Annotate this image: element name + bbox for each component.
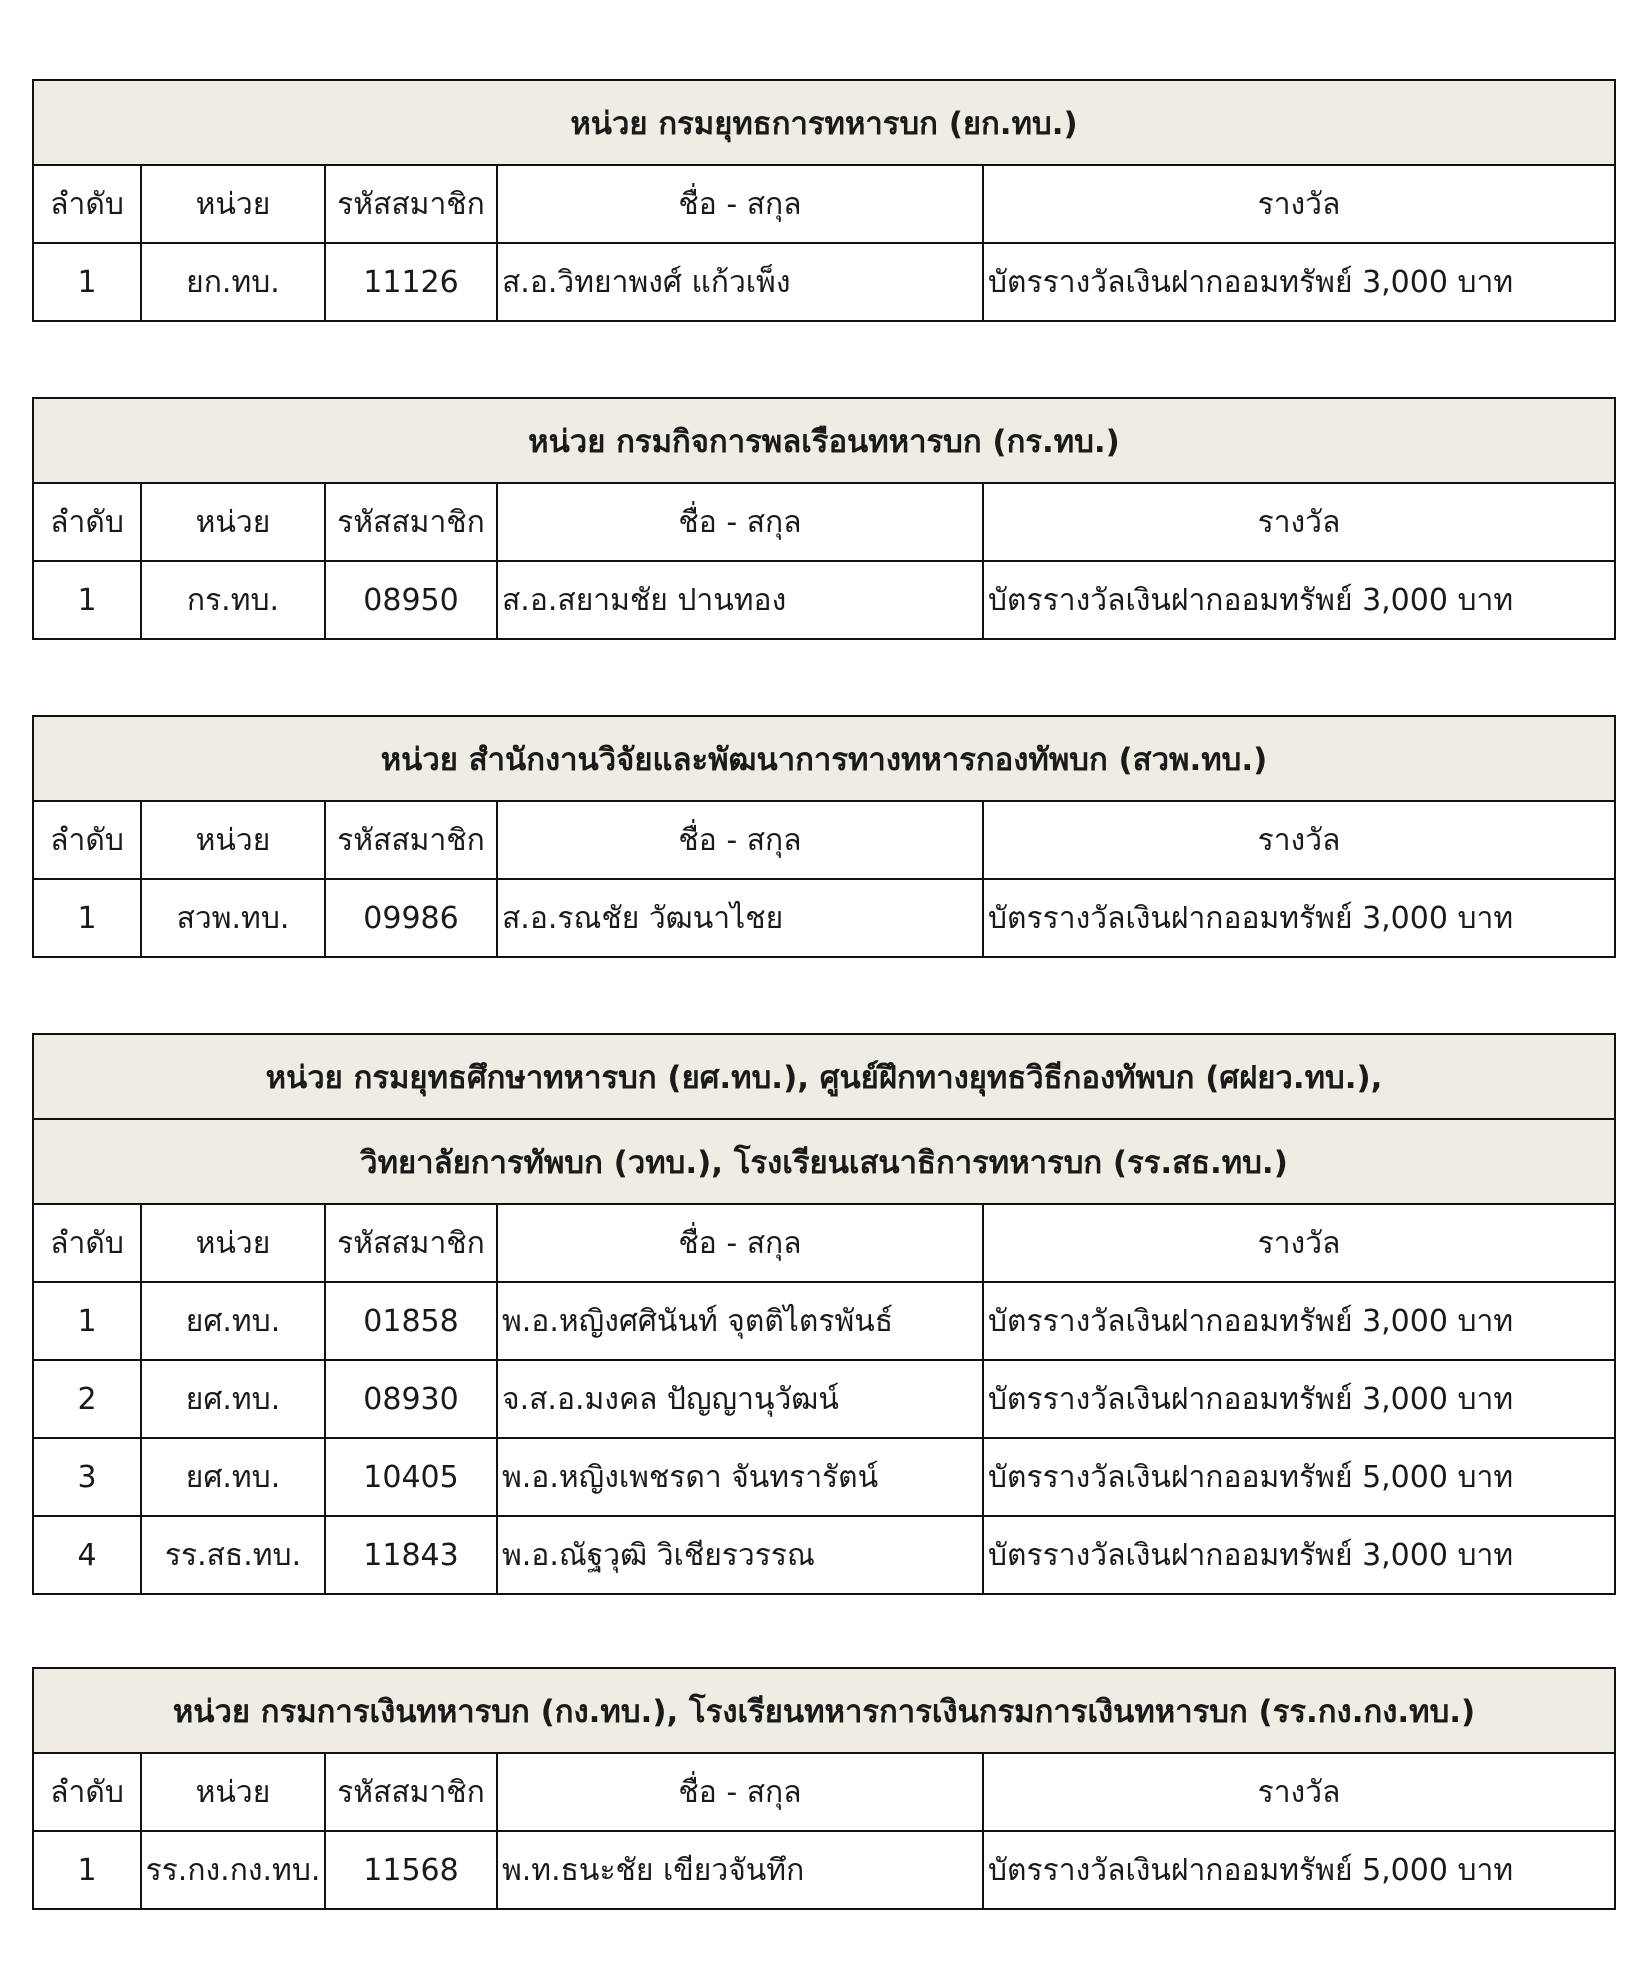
- cell-member-id: 08930: [325, 1360, 497, 1438]
- table-row: [33, 1438, 1615, 1516]
- header-name: ชื่อ - สกุล: [497, 1753, 983, 1831]
- header-member-id: รหัสสมาชิก: [325, 1753, 497, 1831]
- unit-table-swp: [32, 715, 1616, 958]
- section-title: หน่วย กรมยุทธศึกษาทหารบก (ยศ.ทบ.), ศูนย์ฝึกทางยุทธวิธีกองทัพบก (ศฝยว.ทบ.),: [33, 1034, 1615, 1119]
- header-unit: หน่วย: [141, 1204, 325, 1282]
- cell-prize: บัตรรางวัลเงินฝากออมทรัพย์ 5,000 บาท: [983, 1438, 1615, 1516]
- cell-name: พ.อ.หญิงศศินันท์ จุตติไตรพันธ์: [497, 1282, 983, 1360]
- header-member-id: รหัสสมาชิก: [325, 483, 497, 561]
- cell-unit: ยก.ทบ.: [141, 243, 325, 321]
- header-member-id: รหัสสมาชิก: [325, 1204, 497, 1282]
- header-name: ชื่อ - สกุล: [497, 801, 983, 879]
- section-title: หน่วย สำนักงานวิจัยและพัฒนาการทางทหารกองทัพบก (สวพ.ทบ.): [33, 716, 1615, 801]
- unit-table-ys: [32, 1033, 1616, 1595]
- cell-name: พ.อ.ณัฐวุฒิ วิเชียรวรรณ: [497, 1516, 983, 1594]
- cell-prize: บัตรรางวัลเงินฝากออมทรัพย์ 3,000 บาท: [983, 1282, 1615, 1360]
- header-order: ลำดับ: [33, 801, 141, 879]
- cell-order: 1: [33, 243, 141, 321]
- cell-name: ส.อ.วิทยาพงศ์ แก้วเพ็ง: [497, 243, 983, 321]
- table-row: [33, 1831, 1615, 1909]
- cell-name: พ.อ.หญิงเพชรดา จันทรารัตน์: [497, 1438, 983, 1516]
- table-row: [33, 879, 1615, 957]
- table-row: [33, 243, 1615, 321]
- header-unit: หน่วย: [141, 1753, 325, 1831]
- header-order: ลำดับ: [33, 483, 141, 561]
- header-member-id: รหัสสมาชิก: [325, 165, 497, 243]
- header-prize: รางวัล: [983, 801, 1615, 879]
- table-row: [33, 1516, 1615, 1594]
- section-title: หน่วย กรมการเงินทหารบก (กง.ทบ.), โรงเรียนทหารการเงินกรมการเงินทหารบก (รร.กง.กง.ทบ.): [33, 1668, 1615, 1753]
- cell-unit: ยศ.ทบ.: [141, 1360, 325, 1438]
- header-name: ชื่อ - สกุล: [497, 165, 983, 243]
- header-unit: หน่วย: [141, 801, 325, 879]
- header-member-id: รหัสสมาชิก: [325, 801, 497, 879]
- unit-table-kg: [32, 1667, 1616, 1910]
- cell-order: 4: [33, 1516, 141, 1594]
- table-row: [33, 1282, 1615, 1360]
- cell-prize: บัตรรางวัลเงินฝากออมทรัพย์ 3,000 บาท: [983, 561, 1615, 639]
- header-order: ลำดับ: [33, 1753, 141, 1831]
- cell-member-id: 01858: [325, 1282, 497, 1360]
- cell-member-id: 08950: [325, 561, 497, 639]
- unit-table-kr: [32, 397, 1616, 640]
- cell-member-id: 11568: [325, 1831, 497, 1909]
- table-row: [33, 561, 1615, 639]
- cell-name: ส.อ.รณชัย วัฒนาไชย: [497, 879, 983, 957]
- cell-prize: บัตรรางวัลเงินฝากออมทรัพย์ 3,000 บาท: [983, 879, 1615, 957]
- table-row: [33, 1360, 1615, 1438]
- header-unit: หน่วย: [141, 483, 325, 561]
- cell-unit: รร.กง.กง.ทบ.: [141, 1831, 325, 1909]
- section-title-line-2: วิทยาลัยการทัพบก (วทบ.), โรงเรียนเสนาธิการทหารบก (รร.สธ.ทบ.): [33, 1119, 1615, 1204]
- header-prize: รางวัล: [983, 165, 1615, 243]
- cell-member-id: 11126: [325, 243, 497, 321]
- header-order: ลำดับ: [33, 1204, 141, 1282]
- header-name: ชื่อ - สกุล: [497, 483, 983, 561]
- cell-member-id: 11843: [325, 1516, 497, 1594]
- cell-unit: รร.สธ.ทบ.: [141, 1516, 325, 1594]
- cell-unit: สวพ.ทบ.: [141, 879, 325, 957]
- cell-name: จ.ส.อ.มงคล ปัญญานุวัฒน์: [497, 1360, 983, 1438]
- cell-member-id: 09986: [325, 879, 497, 957]
- cell-prize: บัตรรางวัลเงินฝากออมทรัพย์ 5,000 บาท: [983, 1831, 1615, 1909]
- cell-unit: ยศ.ทบ.: [141, 1282, 325, 1360]
- header-order: ลำดับ: [33, 165, 141, 243]
- cell-unit: กร.ทบ.: [141, 561, 325, 639]
- section-title: หน่วย กรมกิจการพลเรือนทหารบก (กร.ทบ.): [33, 398, 1615, 483]
- header-unit: หน่วย: [141, 165, 325, 243]
- header-name: ชื่อ - สกุล: [497, 1204, 983, 1282]
- cell-prize: บัตรรางวัลเงินฝากออมทรัพย์ 3,000 บาท: [983, 243, 1615, 321]
- cell-order: 2: [33, 1360, 141, 1438]
- header-prize: รางวัล: [983, 483, 1615, 561]
- header-prize: รางวัล: [983, 1204, 1615, 1282]
- cell-order: 1: [33, 1831, 141, 1909]
- unit-table-yk: [32, 79, 1616, 322]
- cell-order: 3: [33, 1438, 141, 1516]
- cell-order: 1: [33, 1282, 141, 1360]
- cell-order: 1: [33, 879, 141, 957]
- cell-unit: ยศ.ทบ.: [141, 1438, 325, 1516]
- cell-prize: บัตรรางวัลเงินฝากออมทรัพย์ 3,000 บาท: [983, 1360, 1615, 1438]
- cell-prize: บัตรรางวัลเงินฝากออมทรัพย์ 3,000 บาท: [983, 1516, 1615, 1594]
- cell-name: พ.ท.ธนะชัย เขียวจันทึก: [497, 1831, 983, 1909]
- header-prize: รางวัล: [983, 1753, 1615, 1831]
- cell-order: 1: [33, 561, 141, 639]
- section-title: หน่วย กรมยุทธการทหารบก (ยก.ทบ.): [33, 80, 1615, 165]
- cell-name: ส.อ.สยามชัย ปานทอง: [497, 561, 983, 639]
- cell-member-id: 10405: [325, 1438, 497, 1516]
